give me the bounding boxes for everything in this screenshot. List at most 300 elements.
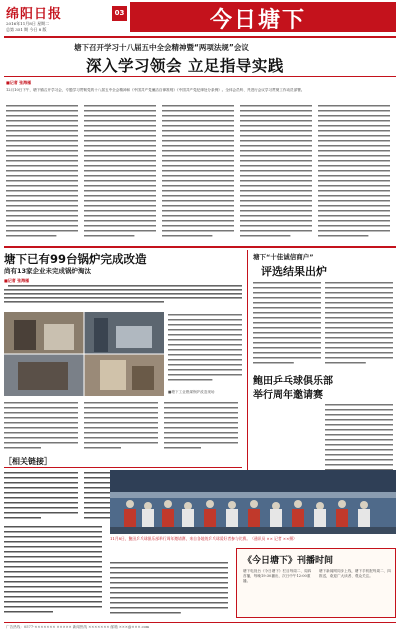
text-line bbox=[168, 344, 242, 346]
footer-text: 广告热线：0577-××××××× ××××× 新闻热线 ××××××× 邮箱 ×××@×××.com bbox=[6, 625, 150, 629]
text-line bbox=[4, 437, 78, 439]
text-line bbox=[240, 225, 312, 227]
text-line bbox=[84, 175, 156, 177]
text-line bbox=[84, 145, 156, 147]
text-line bbox=[325, 337, 393, 339]
text-line bbox=[6, 165, 78, 167]
lead-rule bbox=[4, 76, 396, 77]
text-line bbox=[4, 611, 53, 613]
text-line bbox=[318, 120, 390, 122]
text-line bbox=[6, 145, 78, 147]
text-line bbox=[162, 125, 234, 127]
text-line bbox=[162, 155, 234, 157]
lead-headline: 深入学习领会 立足指导实践 bbox=[86, 57, 284, 75]
text-line bbox=[318, 160, 390, 162]
text-line bbox=[325, 409, 393, 411]
text-line bbox=[110, 562, 228, 564]
text-line bbox=[240, 165, 312, 167]
text-line bbox=[110, 602, 228, 604]
guolu-side-text-lines bbox=[168, 312, 242, 388]
text-line bbox=[318, 130, 390, 132]
text-line bbox=[318, 205, 390, 207]
text-line bbox=[253, 362, 294, 364]
text-line bbox=[84, 120, 156, 122]
guolu-side-text bbox=[168, 312, 242, 388]
text-line bbox=[84, 225, 156, 227]
text-line bbox=[318, 170, 390, 172]
masthead bbox=[0, 0, 400, 38]
text-line bbox=[4, 571, 102, 573]
text-line bbox=[110, 572, 228, 574]
promo-title: 《今日塘下》刊播时间 bbox=[243, 556, 334, 566]
promo-col-2: 塘下新闻网同步上线，塘下手机报每周二、四推送，欢迎广大读者、观众关注。 bbox=[319, 569, 391, 578]
text-line bbox=[240, 185, 312, 187]
text-line bbox=[6, 175, 78, 177]
text-line bbox=[162, 150, 234, 152]
section-title: 今日塘下 bbox=[210, 8, 307, 33]
guolu-headline: 塘下已有99台锅炉完成改造 bbox=[4, 252, 147, 266]
text-line bbox=[4, 536, 102, 538]
text-line bbox=[168, 324, 242, 326]
text-line bbox=[240, 150, 312, 152]
text-line bbox=[240, 155, 312, 157]
text-line bbox=[4, 586, 102, 588]
text-line bbox=[84, 190, 156, 192]
text-line bbox=[84, 427, 158, 429]
text-line bbox=[240, 120, 312, 122]
text-line bbox=[325, 444, 393, 446]
guolu-intro-lines bbox=[4, 284, 242, 308]
text-line bbox=[325, 282, 393, 284]
text-line bbox=[162, 235, 212, 237]
text-line bbox=[253, 327, 321, 329]
text-line bbox=[325, 439, 393, 441]
text-line bbox=[318, 165, 390, 167]
text-line bbox=[84, 170, 156, 172]
text-line bbox=[318, 215, 390, 217]
text-line bbox=[325, 302, 393, 304]
text-line bbox=[84, 417, 158, 419]
text-line bbox=[110, 587, 228, 589]
chengxin-body bbox=[253, 280, 395, 368]
text-line bbox=[162, 170, 234, 172]
text-line bbox=[168, 314, 242, 316]
promo-box bbox=[236, 548, 396, 618]
text-line bbox=[253, 357, 321, 359]
lead-body bbox=[6, 103, 396, 243]
text-line bbox=[325, 362, 366, 364]
related-links-rule bbox=[4, 467, 242, 468]
text-line bbox=[4, 487, 78, 489]
text-line bbox=[4, 596, 102, 598]
guolu-photo-caption: ■塘下工业燃煤锅炉改造现场 bbox=[168, 390, 215, 394]
text-line bbox=[325, 287, 393, 289]
text-line bbox=[4, 422, 78, 424]
pingpang-photo bbox=[110, 470, 396, 534]
text-line bbox=[253, 317, 321, 319]
text-line bbox=[6, 210, 78, 212]
text-line bbox=[6, 230, 78, 232]
text-line bbox=[325, 322, 393, 324]
text-line bbox=[84, 125, 156, 127]
text-line bbox=[84, 195, 156, 197]
text-line bbox=[318, 185, 390, 187]
guolu-body bbox=[4, 400, 242, 452]
text-line bbox=[6, 190, 78, 192]
text-line bbox=[110, 582, 228, 584]
text-line bbox=[325, 312, 393, 314]
text-line bbox=[162, 190, 234, 192]
text-line bbox=[168, 329, 242, 331]
text-line bbox=[253, 287, 321, 289]
text-line bbox=[6, 220, 78, 222]
text-line bbox=[162, 105, 234, 107]
text-line bbox=[318, 180, 390, 182]
text-line bbox=[325, 342, 393, 344]
text-line bbox=[253, 302, 321, 304]
text-line bbox=[84, 140, 156, 142]
boiler-photo bbox=[4, 312, 164, 396]
text-line bbox=[4, 447, 41, 449]
text-line bbox=[240, 135, 312, 137]
text-line bbox=[168, 369, 242, 371]
text-line bbox=[164, 412, 238, 414]
text-line bbox=[240, 215, 312, 217]
text-line bbox=[318, 140, 390, 142]
text-line bbox=[168, 364, 242, 366]
text-line bbox=[162, 140, 234, 142]
text-line bbox=[325, 332, 393, 334]
text-line bbox=[6, 150, 78, 152]
text-line bbox=[318, 150, 390, 152]
guolu-byline: ■记者 张海雁 bbox=[4, 278, 30, 283]
text-line bbox=[6, 130, 78, 132]
text-line bbox=[84, 235, 134, 237]
text-line bbox=[325, 317, 393, 319]
text-line bbox=[6, 105, 78, 107]
text-line bbox=[84, 407, 158, 409]
masthead-rule bbox=[4, 36, 396, 38]
left-bottom-text-lines bbox=[4, 524, 106, 616]
text-line bbox=[4, 561, 102, 563]
lead-byline: ■记者 张海雁 bbox=[6, 80, 32, 85]
text-line bbox=[318, 230, 390, 232]
text-line bbox=[164, 442, 238, 444]
lead-intro: 12月10日下午，塘下镇召开学习会，专题学习贯彻党的十八届五中全会精神和《中国共产党廉洁自律准则》《中国共产党纪律处分条例》。全体会员听、并进行会议学习贯彻工作动员部署。 bbox=[6, 88, 305, 92]
text-line bbox=[240, 210, 312, 212]
text-line bbox=[325, 347, 393, 349]
text-line bbox=[253, 342, 321, 344]
text-line bbox=[6, 155, 78, 157]
text-line bbox=[6, 125, 78, 127]
text-line bbox=[325, 327, 393, 329]
text-line bbox=[240, 220, 312, 222]
text-line bbox=[253, 352, 321, 354]
text-line bbox=[6, 235, 56, 237]
text-line bbox=[325, 419, 393, 421]
text-line bbox=[162, 165, 234, 167]
text-line bbox=[4, 502, 78, 504]
text-line bbox=[325, 429, 393, 431]
text-line bbox=[84, 135, 156, 137]
text-line bbox=[110, 577, 228, 579]
text-line bbox=[6, 135, 78, 137]
pingpang-photo-caption: 11月8日，鲍田乒乓球俱乐部举行周年邀请赛，来自各地的乒乓球爱好者参与比赛。（通讯员 ×× 记者 ××摄） bbox=[110, 536, 297, 541]
text-line bbox=[253, 322, 321, 324]
text-line bbox=[84, 150, 156, 152]
text-line bbox=[240, 200, 312, 202]
text-line bbox=[164, 407, 238, 409]
text-line bbox=[240, 125, 312, 127]
text-line bbox=[164, 417, 238, 419]
text-line bbox=[318, 190, 390, 192]
guolu-photo bbox=[4, 312, 164, 396]
text-line bbox=[318, 115, 390, 117]
text-line bbox=[253, 312, 321, 314]
text-line bbox=[325, 307, 393, 309]
text-line bbox=[6, 115, 78, 117]
text-line bbox=[168, 334, 242, 336]
text-line bbox=[325, 454, 393, 456]
text-line bbox=[240, 230, 312, 232]
text-line bbox=[318, 210, 390, 212]
text-line bbox=[240, 195, 312, 197]
text-line bbox=[325, 414, 393, 416]
text-line bbox=[4, 541, 102, 543]
text-line bbox=[253, 297, 321, 299]
text-line bbox=[325, 434, 393, 436]
text-line bbox=[240, 235, 290, 237]
text-line bbox=[168, 374, 242, 376]
text-line bbox=[240, 130, 312, 132]
text-line bbox=[84, 402, 158, 404]
text-line bbox=[6, 200, 78, 202]
text-line bbox=[318, 125, 390, 127]
text-line bbox=[4, 531, 102, 533]
text-line bbox=[318, 155, 390, 157]
chengxin-kicker: 塘下“十佳诚信商户” bbox=[253, 253, 314, 261]
text-line bbox=[84, 115, 156, 117]
text-line bbox=[162, 210, 234, 212]
text-line bbox=[164, 402, 238, 404]
text-line bbox=[6, 160, 78, 162]
chengxin-story bbox=[251, 250, 396, 370]
text-line bbox=[162, 185, 234, 187]
text-line bbox=[84, 220, 156, 222]
guolu-body-text bbox=[4, 400, 242, 452]
text-line bbox=[4, 576, 102, 578]
text-line bbox=[240, 115, 312, 117]
text-line bbox=[318, 220, 390, 222]
text-line bbox=[325, 352, 393, 354]
text-line bbox=[84, 105, 156, 107]
footer-rule bbox=[4, 622, 396, 623]
text-line bbox=[110, 597, 228, 599]
text-line bbox=[162, 200, 234, 202]
text-line bbox=[4, 417, 78, 419]
text-line bbox=[240, 170, 312, 172]
text-line bbox=[162, 135, 234, 137]
text-line bbox=[162, 120, 234, 122]
text-line bbox=[6, 185, 78, 187]
text-line bbox=[164, 432, 238, 434]
text-line bbox=[4, 517, 41, 519]
text-line bbox=[162, 160, 234, 162]
text-line bbox=[318, 195, 390, 197]
text-line bbox=[162, 205, 234, 207]
text-line bbox=[84, 210, 156, 212]
text-line bbox=[164, 447, 201, 449]
text-line bbox=[4, 591, 102, 593]
text-line bbox=[162, 115, 234, 117]
text-line bbox=[84, 110, 156, 112]
text-line bbox=[253, 292, 321, 294]
lead-separator bbox=[4, 246, 396, 248]
edition-badge: 03 bbox=[112, 6, 127, 21]
text-line bbox=[164, 437, 238, 439]
text-line bbox=[84, 155, 156, 157]
text-line bbox=[4, 556, 102, 558]
text-line bbox=[253, 307, 321, 309]
text-line bbox=[84, 215, 156, 217]
text-line bbox=[240, 140, 312, 142]
text-line bbox=[4, 472, 78, 474]
guolu-subhead: 尚有13家企业未完成锅炉淘汰 bbox=[4, 267, 92, 275]
text-line bbox=[168, 319, 242, 321]
text-line bbox=[4, 566, 102, 568]
text-line bbox=[240, 160, 312, 162]
text-line bbox=[6, 225, 78, 227]
text-line bbox=[6, 170, 78, 172]
text-line bbox=[162, 145, 234, 147]
text-line bbox=[240, 175, 312, 177]
text-line bbox=[240, 190, 312, 192]
text-line bbox=[168, 379, 212, 381]
text-line bbox=[6, 110, 78, 112]
left-bottom-text bbox=[4, 524, 106, 616]
text-line bbox=[4, 507, 78, 509]
text-line bbox=[162, 130, 234, 132]
text-line bbox=[6, 120, 78, 122]
table-tennis-photo bbox=[110, 470, 396, 534]
text-line bbox=[110, 612, 181, 614]
text-line bbox=[110, 607, 228, 609]
text-line bbox=[325, 449, 393, 451]
text-line bbox=[4, 581, 102, 583]
text-line bbox=[6, 205, 78, 207]
text-line bbox=[240, 145, 312, 147]
text-line bbox=[84, 432, 158, 434]
text-line bbox=[4, 601, 102, 603]
promo-col-1: 塘下电视台《今日塘下》栏目每周二、周四首播，每晚19:30播出，次日中午12:00重播。 bbox=[243, 569, 312, 583]
text-line bbox=[84, 185, 156, 187]
text-line bbox=[6, 180, 78, 182]
text-line bbox=[325, 464, 393, 466]
text-line bbox=[4, 407, 78, 409]
text-line bbox=[84, 130, 156, 132]
text-line bbox=[164, 422, 238, 424]
text-line bbox=[4, 427, 78, 429]
text-line bbox=[84, 437, 158, 439]
chengxin-body-text bbox=[253, 280, 395, 368]
text-line bbox=[162, 180, 234, 182]
text-line bbox=[318, 110, 390, 112]
issue-line-2: 总第 351 期 今日 8 版 bbox=[6, 27, 47, 32]
text-line bbox=[4, 412, 78, 414]
text-line bbox=[253, 337, 321, 339]
issue-line: 2016年11月8日 星期二 bbox=[6, 21, 50, 26]
text-line bbox=[162, 110, 234, 112]
text-line bbox=[168, 339, 242, 341]
text-line bbox=[4, 606, 102, 608]
text-line bbox=[325, 297, 393, 299]
text-line bbox=[4, 492, 78, 494]
text-line bbox=[6, 215, 78, 217]
text-line bbox=[6, 195, 78, 197]
text-line bbox=[84, 205, 156, 207]
text-line bbox=[6, 140, 78, 142]
text-line bbox=[84, 230, 156, 232]
text-line bbox=[325, 404, 393, 406]
text-line bbox=[84, 165, 156, 167]
text-line bbox=[84, 412, 158, 414]
text-line bbox=[318, 235, 368, 237]
text-line bbox=[4, 432, 78, 434]
text-line bbox=[84, 447, 121, 449]
text-line bbox=[4, 512, 78, 514]
text-line bbox=[84, 180, 156, 182]
text-line bbox=[318, 105, 390, 107]
text-line bbox=[253, 332, 321, 334]
text-line bbox=[4, 497, 78, 499]
text-line bbox=[168, 349, 242, 351]
text-line bbox=[253, 282, 321, 284]
text-line bbox=[318, 200, 390, 202]
text-line bbox=[240, 180, 312, 182]
text-line bbox=[325, 424, 393, 426]
pingpang-headline-2: 举行周年邀请赛 bbox=[253, 390, 323, 401]
text-line bbox=[162, 195, 234, 197]
text-line bbox=[168, 359, 242, 361]
guolu-intro-text bbox=[4, 284, 242, 308]
text-line bbox=[318, 175, 390, 177]
text-line bbox=[325, 292, 393, 294]
text-line bbox=[162, 220, 234, 222]
related-links-title: ［相关链接］ bbox=[4, 457, 52, 466]
text-line bbox=[4, 551, 102, 553]
text-line bbox=[84, 442, 158, 444]
text-line bbox=[162, 230, 234, 232]
text-line bbox=[84, 200, 156, 202]
text-line bbox=[84, 422, 158, 424]
lead-body-text-lines bbox=[6, 103, 396, 243]
text-line bbox=[4, 442, 78, 444]
lead-kicker: 塘下召开学习十八届五中全会精神暨“两项法规”会议 bbox=[74, 43, 249, 52]
text-line bbox=[253, 347, 321, 349]
text-line bbox=[4, 526, 102, 528]
text-line bbox=[164, 427, 238, 429]
text-line bbox=[240, 105, 312, 107]
newspaper-logo: 绵阳日报 bbox=[6, 7, 63, 22]
text-line bbox=[4, 546, 102, 548]
text-line bbox=[162, 225, 234, 227]
text-line bbox=[110, 567, 228, 569]
text-line bbox=[168, 354, 242, 356]
text-line bbox=[4, 477, 78, 479]
mid-bottom-text-lines bbox=[110, 548, 232, 618]
text-line bbox=[318, 225, 390, 227]
text-line bbox=[110, 592, 228, 594]
